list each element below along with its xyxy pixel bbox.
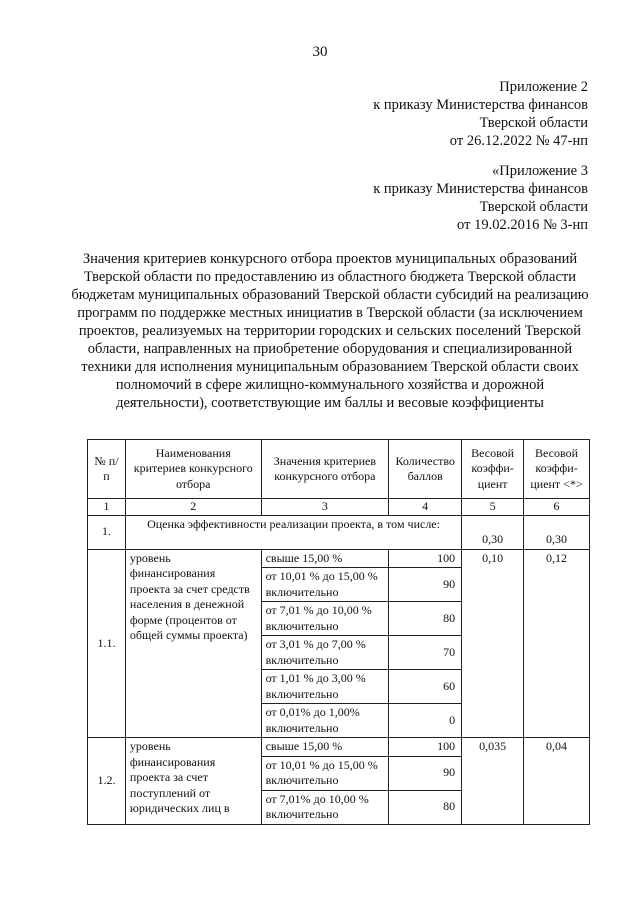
criterion-points: 90 [389,568,462,602]
col-number: 3 [261,499,389,516]
appendix-2-line2: к приказу Министерства финансов [373,181,588,197]
criterion-points: 70 [389,636,462,670]
header-weight: Весовой коэффи-циент [462,440,524,499]
appendix-header-2 [373,162,588,234]
criterion-points: 90 [389,756,462,790]
row-weight2: 0,04 [524,738,590,825]
header-weight2: Весовой коэффи-циент <*> [524,440,590,499]
row-weight2: 0,30 [524,515,590,549]
criterion-value: от 7,01 % до 10,00 % включительно [261,602,389,636]
appendix-2-line3: Тверской области [479,199,588,215]
appendix-header-1 [373,78,588,150]
criterion-value: от 10,01 % до 15,00 % включительно [261,568,389,602]
criterion-points: 0 [389,704,462,738]
header-points: Количество баллов [389,440,462,499]
column-numbers-row [88,499,590,516]
row-weight: 0,30 [462,515,524,549]
criterion-points: 80 [389,602,462,636]
col-number: 4 [389,499,462,516]
row-text: Оценка эффективности реализации проекта, в том числе: [125,515,461,549]
document-title: Значения критериев конкурсного отбора проектов муниципальных образований Тверской области по предоставлению из областного бюджета Тверской области бюджетам муниципальных образований Тверской области субсидий на реализацию программ по поддержке местных инициатив в Тверской области (за исключением проектов, реализуемых на территории городских и сельских поселений Тверской области, направленных на приобретение оборудования и специализированной техники для исполнения муниципальным образованием Тверской области своих полномочий в сфере жилищно-коммунального хозяйства и дорожной деятельности), соответствующие им баллы и весовые коэффициенты [71,251,589,411]
table-row [88,549,590,568]
page-number: 30 [312,44,328,60]
criterion-points: 100 [389,549,462,568]
header-name: Наименования критериев конкурсного отбора [125,440,261,499]
criterion-points: 80 [389,790,462,824]
criterion-value: от 7,01% до 10,00 % включительно [261,790,389,824]
criterion-points: 60 [389,670,462,704]
col-number: 2 [125,499,261,516]
col-number: 6 [524,499,590,516]
row-num: 1. [88,515,126,549]
row-num: 1.1. [88,549,126,738]
header-values: Значения критериев конкурсного отбора [261,440,389,499]
criterion-value: свыше 15,00 % [261,549,389,568]
row-weight: 0,035 [462,738,524,825]
table-row [88,515,590,549]
appendix-1-line4: от 26.12.2022 № 47-нп [449,133,588,149]
criterion-name: уровень финансирования проекта за счет средств населения в денежной форме (процентов от общей суммы проекта) [125,549,261,738]
criterion-name: уровень финансирования проекта за счет поступлений от юридических лиц в [125,738,261,825]
col-number: 5 [462,499,524,516]
row-weight: 0,10 [462,549,524,738]
criterion-value: от 10,01 % до 15,00 % включительно [261,756,389,790]
criterion-value: свыше 15,00 % [261,738,389,757]
appendix-2-line1: «Приложение 3 [492,163,588,179]
appendix-1-line2: к приказу Министерства финансов [373,97,588,113]
appendix-1-line3: Тверской области [479,115,588,131]
criteria-table [87,439,590,825]
table-row [88,738,590,757]
row-weight2: 0,12 [524,549,590,738]
criterion-value: от 0,01% до 1,00% включительно [261,704,389,738]
col-number: 1 [88,499,126,516]
row-num: 1.2. [88,738,126,825]
header-num: № п/п [88,440,126,499]
appendix-1-line1: Приложение 2 [499,79,588,95]
criterion-value: от 3,01 % до 7,00 % включительно [261,636,389,670]
table-header-row [88,440,590,499]
criterion-points: 100 [389,738,462,757]
criterion-value: от 1,01 % до 3,00 % включительно [261,670,389,704]
appendix-2-line4: от 19.02.2016 № 3-нп [457,217,588,233]
